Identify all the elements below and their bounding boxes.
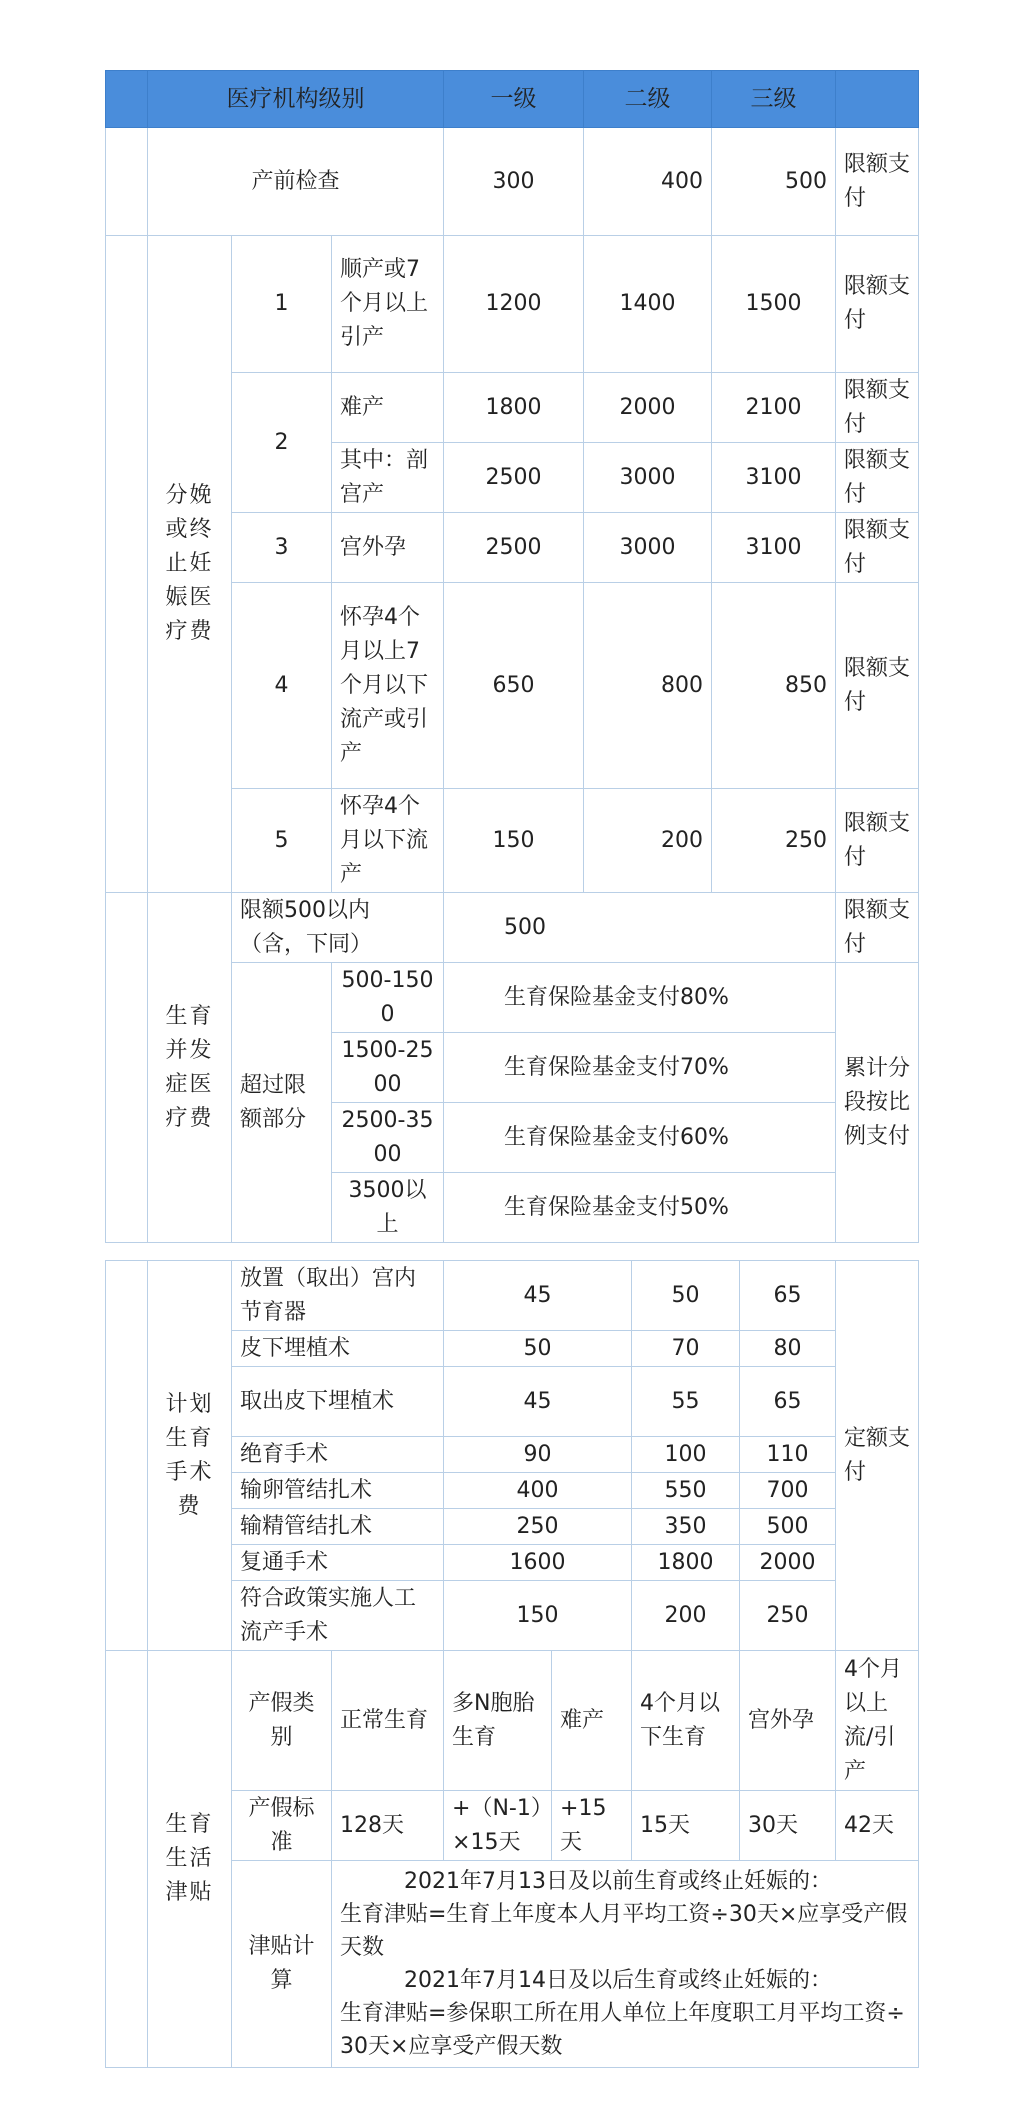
prenatal-v2: 400: [584, 128, 712, 236]
maternity-fee-table-continued: [105, 1260, 919, 2068]
delivery-v3: 850: [712, 583, 836, 789]
allowance-type-row: [106, 1651, 919, 1791]
allowance-std: +15天: [552, 1791, 632, 1861]
calc-para-1: 2021年7月13日及以前生育或终止妊娠的：: [404, 1869, 832, 1894]
delivery-no: 1: [232, 236, 332, 373]
delivery-v1: 1800: [444, 373, 584, 443]
complication-range: 500-1500: [332, 963, 444, 1033]
calc-para-3: 2021年7月14日及以后生育或终止妊娠的：: [404, 1968, 832, 1993]
prenatal-v3: 500: [712, 128, 836, 236]
delivery-v2: 3000: [584, 443, 712, 513]
allowance-type: 4个月以下生育: [632, 1651, 740, 1791]
complication-excess-pay: 累计分段按比例支付: [836, 963, 919, 1243]
fp-v2: 200: [632, 1581, 740, 1651]
header-col3: 三级: [712, 71, 836, 128]
fp-v3: 65: [740, 1261, 836, 1331]
fp-name: 绝育手术: [232, 1437, 444, 1473]
allowance-std: +（N-1）×15天: [444, 1791, 552, 1861]
delivery-v1: 2500: [444, 513, 584, 583]
delivery-name: 其中：剖宫产: [332, 443, 444, 513]
prenatal-v1: 300: [444, 128, 584, 236]
allowance-type: 宫外孕: [740, 1651, 836, 1791]
allowance-calc-label: 津贴计算: [232, 1861, 332, 2068]
fp-v2: 70: [632, 1331, 740, 1367]
calc-para-2: 生育津贴=生育上年度本人月平均工资÷30天×应享受产假天数: [340, 1902, 908, 1960]
header-level-label: 医疗机构级别: [148, 71, 444, 128]
complication-desc: 生育保险基金支付80%: [444, 963, 836, 1033]
fp-v1: 400: [444, 1473, 632, 1509]
delivery-v2: 3000: [584, 513, 712, 583]
allowance-std-label: 产假标准: [232, 1791, 332, 1861]
allowance-std: 30天: [740, 1791, 836, 1861]
fp-v2: 550: [632, 1473, 740, 1509]
delivery-label: 分娩或终止妊娠医疗费: [148, 236, 232, 893]
delivery-v3: 1500: [712, 236, 836, 373]
complication-limit-value: 500: [444, 893, 836, 963]
delivery-v2: 2000: [584, 373, 712, 443]
fp-name: 复通手术: [232, 1545, 444, 1581]
allowance-std: 15天: [632, 1791, 740, 1861]
header-col1: 一级: [444, 71, 584, 128]
fp-v1: 1600: [444, 1545, 632, 1581]
delivery-v3: 250: [712, 789, 836, 893]
delivery-v1: 650: [444, 583, 584, 789]
header-blank: [106, 71, 148, 128]
fp-name: 取出皮下埋植术: [232, 1367, 444, 1437]
fp-v2: 100: [632, 1437, 740, 1473]
fp-name: 符合政策实施人工流产手术: [232, 1581, 444, 1651]
complication-desc: 生育保险基金支付70%: [444, 1033, 836, 1103]
delivery-pay: 限额支付: [836, 513, 919, 583]
allowance-calc-text: [332, 1861, 919, 2068]
fp-v2: 55: [632, 1367, 740, 1437]
delivery-pay: 限额支付: [836, 373, 919, 443]
allowance-type: 4个月以上流/引产: [836, 1651, 919, 1791]
delivery-name: 顺产或7个月以上引产: [332, 236, 444, 373]
fp-v3: 2000: [740, 1545, 836, 1581]
fp-v3: 65: [740, 1367, 836, 1437]
allowance-type-label: 产假类别: [232, 1651, 332, 1791]
delivery-v1: 1200: [444, 236, 584, 373]
allowance-std: 128天: [332, 1791, 444, 1861]
fp-pay: 定额支付: [836, 1261, 919, 1651]
delivery-no: 3: [232, 513, 332, 583]
header-row: [106, 71, 919, 128]
delivery-v1: 2500: [444, 443, 584, 513]
header-col2: 二级: [584, 71, 712, 128]
delivery-v3: 2100: [712, 373, 836, 443]
complication-desc: 生育保险基金支付50%: [444, 1173, 836, 1243]
delivery-pay: 限额支付: [836, 443, 919, 513]
fp-v3: 700: [740, 1473, 836, 1509]
delivery-no: 5: [232, 789, 332, 893]
allowance-type: 正常生育: [332, 1651, 444, 1791]
allowance-std: 42天: [836, 1791, 919, 1861]
complication-limit-pay: 限额支付: [836, 893, 919, 963]
delivery-no: 2: [232, 373, 332, 513]
fp-v1: 45: [444, 1367, 632, 1437]
complication-range: 1500-2500: [332, 1033, 444, 1103]
complication-range: 3500以上: [332, 1173, 444, 1243]
delivery-v2: 200: [584, 789, 712, 893]
complication-label: 生育并发症医疗费: [148, 893, 232, 1243]
complication-desc: 生育保险基金支付60%: [444, 1103, 836, 1173]
calc-para-4: 生育津贴=参保职工所在用人单位上年度职工月平均工资÷30天×应享受产假天数: [340, 2001, 905, 2059]
fp-v3: 110: [740, 1437, 836, 1473]
delivery-v2: 800: [584, 583, 712, 789]
fp-v1: 50: [444, 1331, 632, 1367]
delivery-name: 怀孕4个月以上7个月以下流产或引产: [332, 583, 444, 789]
delivery-v3: 3100: [712, 513, 836, 583]
fp-v1: 250: [444, 1509, 632, 1545]
maternity-fee-table: [105, 70, 919, 1243]
fp-v1: 45: [444, 1261, 632, 1331]
delivery-pay: 限额支付: [836, 583, 919, 789]
header-blank-end: [836, 71, 919, 128]
delivery-row-1: [106, 236, 919, 373]
allowance-type: 多N胞胎生育: [444, 1651, 552, 1791]
prenatal-row: [106, 128, 919, 236]
delivery-name: 怀孕4个月以下流产: [332, 789, 444, 893]
prenatal-label: 产前检查: [148, 128, 444, 236]
fp-v2: 1800: [632, 1545, 740, 1581]
fp-v3: 80: [740, 1331, 836, 1367]
allowance-type: 难产: [552, 1651, 632, 1791]
delivery-pay: 限额支付: [836, 236, 919, 373]
delivery-no: 4: [232, 583, 332, 789]
complication-limit-row: [106, 893, 919, 963]
allowance-label: 生育生活津贴: [148, 1651, 232, 2068]
fp-label: 计划生育手术费: [148, 1261, 232, 1651]
fp-name: 放置（取出）宫内节育器: [232, 1261, 444, 1331]
fp-name: 皮下埋植术: [232, 1331, 444, 1367]
fp-name: 输卵管结扎术: [232, 1473, 444, 1509]
fp-v1: 150: [444, 1581, 632, 1651]
prenatal-pay: 限额支付: [836, 128, 919, 236]
complication-range: 2500-3500: [332, 1103, 444, 1173]
fp-v2: 350: [632, 1509, 740, 1545]
delivery-name: 宫外孕: [332, 513, 444, 583]
delivery-v2: 1400: [584, 236, 712, 373]
complication-limit-label: 限额500以内（含，下同）: [232, 893, 444, 963]
delivery-v1: 150: [444, 789, 584, 893]
fp-v1: 90: [444, 1437, 632, 1473]
complication-excess-label: 超过限额部分: [232, 963, 332, 1243]
fp-v3: 250: [740, 1581, 836, 1651]
delivery-name: 难产: [332, 373, 444, 443]
fp-v2: 50: [632, 1261, 740, 1331]
delivery-v3: 3100: [712, 443, 836, 513]
fp-v3: 500: [740, 1509, 836, 1545]
fp-row: [106, 1261, 919, 1331]
delivery-pay: 限额支付: [836, 789, 919, 893]
fp-name: 输精管结扎术: [232, 1509, 444, 1545]
